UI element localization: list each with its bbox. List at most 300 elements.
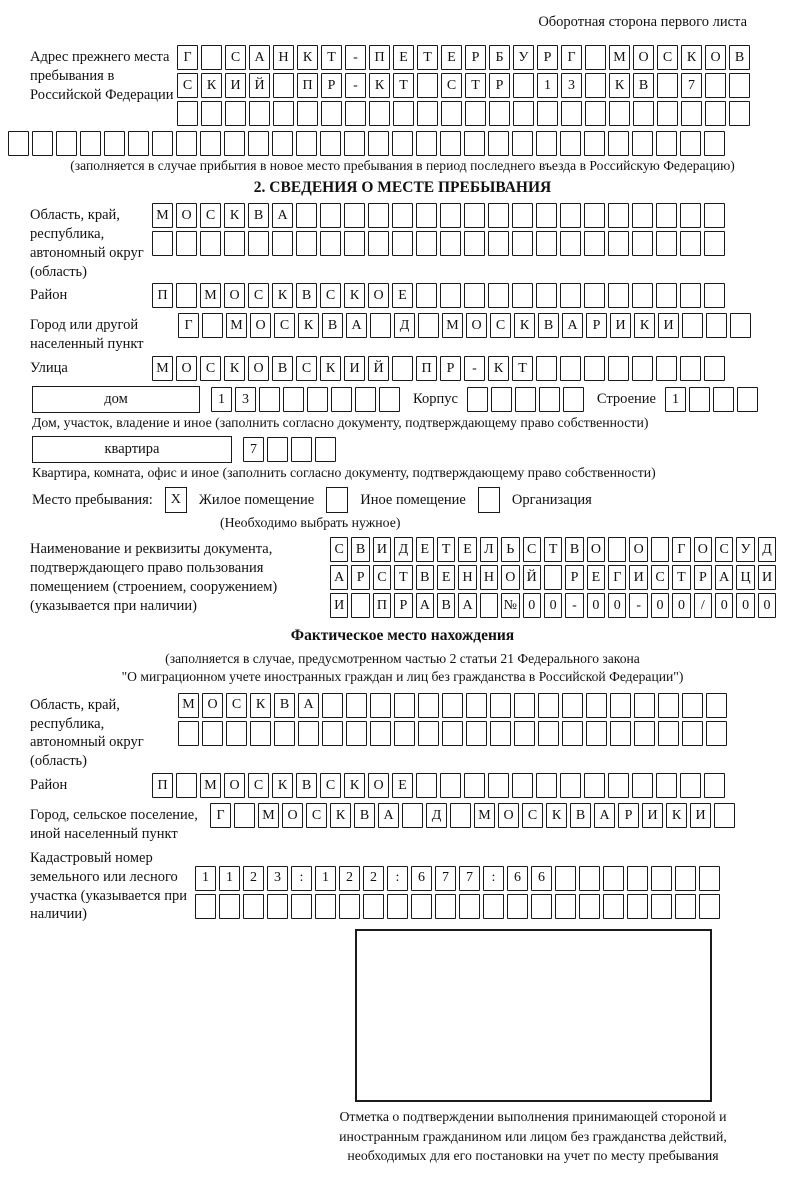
char-cell xyxy=(586,693,607,718)
char-cell: К xyxy=(272,283,293,308)
char-cell xyxy=(560,773,581,798)
cadastral-label: Кадастровый номер земельного или лесного участка (указывается при наличии) xyxy=(30,849,187,923)
char-cell: И xyxy=(642,803,663,828)
char-cell: 3 xyxy=(235,387,256,412)
char-cell: С xyxy=(200,203,221,228)
actual-region-label: Область, край, республика, автономный округ (область) xyxy=(30,696,144,770)
stay-type-row xyxy=(32,487,775,513)
char-cell xyxy=(507,894,528,919)
char-cell: 6 xyxy=(411,866,432,891)
char-cell xyxy=(379,387,400,412)
char-cell xyxy=(514,693,535,718)
korpus-cells xyxy=(467,387,584,412)
char-cell xyxy=(291,894,312,919)
char-cell xyxy=(584,203,605,228)
char-cell xyxy=(544,565,562,590)
cadastral-row-1 xyxy=(195,866,720,891)
char-cell: П xyxy=(152,773,173,798)
char-cell: С xyxy=(490,313,511,338)
char-cell: 0 xyxy=(715,593,733,618)
char-cell xyxy=(248,231,269,256)
char-cell: М xyxy=(474,803,495,828)
char-cell: С xyxy=(177,73,198,98)
char-cell: О xyxy=(466,313,487,338)
char-cell xyxy=(704,356,725,381)
checkbox-residential: X xyxy=(165,487,187,513)
char-cell xyxy=(243,894,264,919)
char-cell: Т xyxy=(321,45,342,70)
char-cell xyxy=(608,203,629,228)
char-cell: : xyxy=(291,866,312,891)
char-cell xyxy=(440,131,461,156)
actual-location-note-line1: (заполняется в случае, предусмотренном частью 2 статьи 21 Федерального закона xyxy=(165,651,640,667)
char-cell: В xyxy=(322,313,343,338)
char-cell xyxy=(488,773,509,798)
char-cell: О xyxy=(501,565,519,590)
char-cell: В xyxy=(538,313,559,338)
char-cell: И xyxy=(758,565,776,590)
char-cell xyxy=(608,537,626,562)
char-cell xyxy=(411,894,432,919)
char-cell xyxy=(442,721,463,746)
char-cell xyxy=(370,721,391,746)
cadastral-field xyxy=(30,846,775,924)
char-cell xyxy=(178,721,199,746)
char-cell: Е xyxy=(437,565,455,590)
char-cell: Е xyxy=(458,537,476,562)
char-cell: И xyxy=(629,565,647,590)
city-field xyxy=(30,313,775,354)
city-row xyxy=(178,313,751,351)
char-cell: И xyxy=(225,73,246,98)
char-cell xyxy=(490,693,511,718)
char-cell xyxy=(680,356,701,381)
char-cell xyxy=(536,203,557,228)
char-cell xyxy=(579,894,600,919)
char-cell: : xyxy=(483,866,504,891)
char-cell xyxy=(608,356,629,381)
char-cell: Т xyxy=(437,537,455,562)
char-cell xyxy=(563,387,584,412)
char-cell: М xyxy=(609,45,630,70)
char-cell xyxy=(80,131,101,156)
char-cell xyxy=(512,231,533,256)
char-cell xyxy=(608,773,629,798)
char-cell: 3 xyxy=(267,866,288,891)
char-cell: О xyxy=(202,693,223,718)
document-label: Наименование и реквизиты документа, подтверждающего право пользования помещением (строением, сооружением) (указывается при наличии) xyxy=(30,541,278,614)
district-row xyxy=(152,283,725,308)
char-cell: Р xyxy=(694,565,712,590)
char-cell xyxy=(440,283,461,308)
char-cell: С xyxy=(320,773,341,798)
char-cell xyxy=(704,773,725,798)
char-cell xyxy=(393,101,414,126)
char-cell: К xyxy=(224,203,245,228)
char-cell: Р xyxy=(351,565,369,590)
char-cell: Г xyxy=(608,565,626,590)
char-cell: - xyxy=(464,356,485,381)
char-cell: В xyxy=(570,803,591,828)
prev-address-field xyxy=(30,45,775,129)
document-field xyxy=(30,537,775,621)
char-cell xyxy=(489,101,510,126)
char-cell: М xyxy=(442,313,463,338)
char-cell: О xyxy=(248,356,269,381)
char-cell xyxy=(368,231,389,256)
document-row-1 xyxy=(330,537,776,562)
char-cell: О xyxy=(224,773,245,798)
char-cell xyxy=(714,803,735,828)
prev-address-row-4 xyxy=(8,131,775,156)
char-cell: К xyxy=(272,773,293,798)
char-cell: - xyxy=(629,593,647,618)
char-cell xyxy=(226,721,247,746)
prev-address-row-3 xyxy=(177,101,750,126)
prev-address-label: Адрес прежнего места пребывания в Российской Федерации xyxy=(30,49,174,103)
char-cell xyxy=(346,693,367,718)
char-cell xyxy=(680,773,701,798)
char-cell xyxy=(464,283,485,308)
char-cell xyxy=(651,866,672,891)
char-cell: А xyxy=(298,693,319,718)
char-cell: П xyxy=(373,593,391,618)
char-cell: М xyxy=(178,693,199,718)
char-cell: О xyxy=(368,283,389,308)
char-cell xyxy=(682,693,703,718)
char-cell: У xyxy=(513,45,534,70)
char-cell: М xyxy=(152,203,173,228)
char-cell xyxy=(176,283,197,308)
char-cell: А xyxy=(594,803,615,828)
actual-district-field xyxy=(30,773,775,801)
char-cell xyxy=(680,231,701,256)
char-cell xyxy=(584,773,605,798)
char-cell xyxy=(560,203,581,228)
char-cell xyxy=(416,203,437,228)
char-cell xyxy=(608,131,629,156)
char-cell: О xyxy=(587,537,605,562)
char-cell xyxy=(466,721,487,746)
char-cell xyxy=(555,894,576,919)
actual-district-label: Район xyxy=(30,777,68,794)
char-cell xyxy=(392,131,413,156)
char-cell xyxy=(488,131,509,156)
char-cell xyxy=(513,101,534,126)
char-cell xyxy=(392,203,413,228)
char-cell xyxy=(627,866,648,891)
char-cell xyxy=(512,773,533,798)
char-cell xyxy=(459,894,480,919)
char-cell: В xyxy=(633,73,654,98)
char-cell: И xyxy=(690,803,711,828)
char-cell xyxy=(632,283,653,308)
char-cell: С xyxy=(306,803,327,828)
char-cell xyxy=(555,866,576,891)
street-label: Улица xyxy=(30,360,68,377)
char-cell: 1 xyxy=(315,866,336,891)
char-cell xyxy=(416,131,437,156)
char-cell xyxy=(704,231,725,256)
char-cell xyxy=(586,721,607,746)
char-cell: О xyxy=(176,356,197,381)
section2-title: 2. СВЕДЕНИЯ О МЕСТЕ ПРЕБЫВАНИЯ xyxy=(253,179,552,196)
char-cell xyxy=(450,803,471,828)
char-cell xyxy=(656,773,677,798)
char-cell xyxy=(296,203,317,228)
char-cell xyxy=(513,73,534,98)
actual-location-title: Фактическое место нахождения xyxy=(290,627,515,645)
char-cell xyxy=(416,773,437,798)
char-cell xyxy=(729,101,750,126)
char-cell xyxy=(440,231,461,256)
char-cell: Т xyxy=(512,356,533,381)
char-cell xyxy=(274,721,295,746)
char-cell: О xyxy=(282,803,303,828)
option-other-premises-label: Иное помещение xyxy=(360,491,466,508)
char-cell xyxy=(584,283,605,308)
char-cell: Й xyxy=(523,565,541,590)
char-cell xyxy=(514,721,535,746)
char-cell: 1 xyxy=(211,387,232,412)
char-cell: М xyxy=(258,803,279,828)
char-cell: 0 xyxy=(587,593,605,618)
char-cell xyxy=(387,894,408,919)
char-cell xyxy=(440,773,461,798)
char-cell xyxy=(321,101,342,126)
char-cell xyxy=(609,101,630,126)
char-cell: В xyxy=(248,203,269,228)
char-cell xyxy=(259,387,280,412)
char-cell xyxy=(351,593,369,618)
char-cell xyxy=(418,313,439,338)
stay-type-note: (Необходимо выбрать нужное) xyxy=(220,515,401,531)
char-cell xyxy=(250,721,271,746)
prev-address-row-1 xyxy=(177,45,750,70)
char-cell xyxy=(680,283,701,308)
char-cell: К xyxy=(488,356,509,381)
char-cell: О xyxy=(176,203,197,228)
char-cell xyxy=(331,387,352,412)
actual-location-note-line2: "О миграционном учете иностранных граждан и лиц без гражданства в Российской Федерации") xyxy=(121,669,684,685)
char-cell: 6 xyxy=(507,866,528,891)
char-cell xyxy=(441,101,462,126)
char-cell xyxy=(680,203,701,228)
char-cell xyxy=(561,101,582,126)
apartment-note: Квартира, комната, офис и иное (заполнить согласно документу, подтверждающему право собственности) xyxy=(32,465,656,481)
actual-region-row-2 xyxy=(178,721,727,746)
char-cell: / xyxy=(694,593,712,618)
char-cell xyxy=(488,203,509,228)
stamp-note: Отметка о подтверждении выполнения принимающей стороной и иностранным гражданином или лицом без гражданства действий, необходимых для его постановки на учет по месту пребывания xyxy=(339,1109,727,1163)
char-cell xyxy=(584,356,605,381)
char-cell: 0 xyxy=(758,593,776,618)
char-cell: 7 xyxy=(459,866,480,891)
char-cell: Д xyxy=(426,803,447,828)
char-cell xyxy=(8,131,29,156)
char-cell: К xyxy=(546,803,567,828)
char-cell xyxy=(368,131,389,156)
char-cell xyxy=(370,693,391,718)
char-cell: П xyxy=(297,73,318,98)
char-cell: Г xyxy=(210,803,231,828)
char-cell xyxy=(417,73,438,98)
char-cell xyxy=(320,131,341,156)
house-number-cells xyxy=(211,387,400,412)
char-cell: Т xyxy=(394,565,412,590)
char-cell xyxy=(464,203,485,228)
char-cell xyxy=(177,101,198,126)
char-cell xyxy=(634,693,655,718)
char-cell xyxy=(537,101,558,126)
char-cell xyxy=(176,131,197,156)
char-cell: 0 xyxy=(736,593,754,618)
char-cell xyxy=(491,387,512,412)
char-cell xyxy=(201,45,222,70)
char-cell: В xyxy=(729,45,750,70)
char-cell: К xyxy=(298,313,319,338)
char-cell xyxy=(369,101,390,126)
char-cell: 0 xyxy=(544,593,562,618)
char-cell: С xyxy=(296,356,317,381)
char-cell: К xyxy=(344,283,365,308)
street-field xyxy=(30,356,775,384)
char-cell: Р xyxy=(465,45,486,70)
char-cell xyxy=(651,894,672,919)
char-cell: О xyxy=(368,773,389,798)
char-cell: Г xyxy=(672,537,690,562)
char-cell xyxy=(224,131,245,156)
char-cell xyxy=(536,773,557,798)
char-cell xyxy=(370,313,391,338)
char-cell xyxy=(512,203,533,228)
char-cell: Р xyxy=(394,593,412,618)
char-cell: И xyxy=(658,313,679,338)
char-cell xyxy=(682,313,703,338)
char-cell: М xyxy=(200,773,221,798)
char-cell: К xyxy=(224,356,245,381)
char-cell: 0 xyxy=(651,593,669,618)
char-cell xyxy=(355,387,376,412)
char-cell xyxy=(368,203,389,228)
char-cell xyxy=(320,231,341,256)
char-cell: М xyxy=(226,313,247,338)
char-cell xyxy=(539,387,560,412)
char-cell xyxy=(416,283,437,308)
char-cell: А xyxy=(330,565,348,590)
char-cell: К xyxy=(201,73,222,98)
house-note: Дом, участок, владение и иное (заполнить согласно документу, подтверждающему право собственности) xyxy=(32,415,649,431)
char-cell xyxy=(512,283,533,308)
char-cell: Е xyxy=(392,773,413,798)
char-cell: С xyxy=(225,45,246,70)
char-cell: О xyxy=(694,537,712,562)
apartment-row xyxy=(32,436,775,463)
char-cell xyxy=(202,313,223,338)
char-cell xyxy=(560,131,581,156)
char-cell: Б xyxy=(489,45,510,70)
char-cell xyxy=(344,203,365,228)
actual-district-row xyxy=(152,773,725,798)
char-cell xyxy=(610,693,631,718)
char-cell xyxy=(584,131,605,156)
char-cell xyxy=(657,73,678,98)
stamp-area xyxy=(307,929,759,1165)
char-cell xyxy=(298,721,319,746)
char-cell xyxy=(435,894,456,919)
char-cell xyxy=(632,356,653,381)
char-cell xyxy=(465,101,486,126)
char-cell xyxy=(656,356,677,381)
char-cell xyxy=(682,721,703,746)
char-cell xyxy=(706,313,727,338)
region-row-1 xyxy=(152,203,725,228)
char-cell xyxy=(536,131,557,156)
char-cell xyxy=(730,313,751,338)
char-cell xyxy=(467,387,488,412)
char-cell: С xyxy=(248,773,269,798)
char-cell: Г xyxy=(177,45,198,70)
char-cell xyxy=(632,203,653,228)
char-cell: Н xyxy=(480,565,498,590)
house-box: дом xyxy=(32,386,200,413)
char-cell xyxy=(104,131,125,156)
char-cell xyxy=(345,101,366,126)
char-cell xyxy=(466,693,487,718)
char-cell: Й xyxy=(249,73,270,98)
char-cell xyxy=(272,131,293,156)
char-cell: 3 xyxy=(561,73,582,98)
char-cell xyxy=(656,231,677,256)
char-cell xyxy=(392,356,413,381)
street-row xyxy=(152,356,725,381)
char-cell: 1 xyxy=(219,866,240,891)
char-cell: М xyxy=(200,283,221,308)
char-cell xyxy=(225,101,246,126)
char-cell xyxy=(394,721,415,746)
char-cell xyxy=(634,721,655,746)
char-cell: - xyxy=(345,73,366,98)
prev-address-row-2 xyxy=(177,73,750,98)
region-label: Область, край, республика, автономный округ (область) xyxy=(30,207,144,280)
stroenie-label: Строение xyxy=(596,391,656,408)
char-cell xyxy=(560,356,581,381)
checkbox-organization xyxy=(478,487,500,513)
char-cell: И xyxy=(610,313,631,338)
char-cell: О xyxy=(250,313,271,338)
char-cell xyxy=(579,866,600,891)
char-cell: С xyxy=(523,537,541,562)
char-cell: Н xyxy=(458,565,476,590)
char-cell xyxy=(402,803,423,828)
char-cell xyxy=(283,387,304,412)
char-cell xyxy=(418,721,439,746)
char-cell: Г xyxy=(561,45,582,70)
prev-address-rows xyxy=(177,45,750,129)
prev-address-note: (заполняется в случае прибытия в новое место пребывания в период последнего въезда в Российскую Федерацию) xyxy=(70,158,735,173)
char-cell: К xyxy=(297,45,318,70)
char-cell: А xyxy=(249,45,270,70)
char-cell xyxy=(297,101,318,126)
char-cell: 6 xyxy=(531,866,552,891)
char-cell xyxy=(536,356,557,381)
char-cell xyxy=(201,101,222,126)
char-cell xyxy=(538,693,559,718)
char-cell xyxy=(248,131,269,156)
char-cell: Е xyxy=(393,45,414,70)
char-cell: Р xyxy=(618,803,639,828)
char-cell xyxy=(562,693,583,718)
